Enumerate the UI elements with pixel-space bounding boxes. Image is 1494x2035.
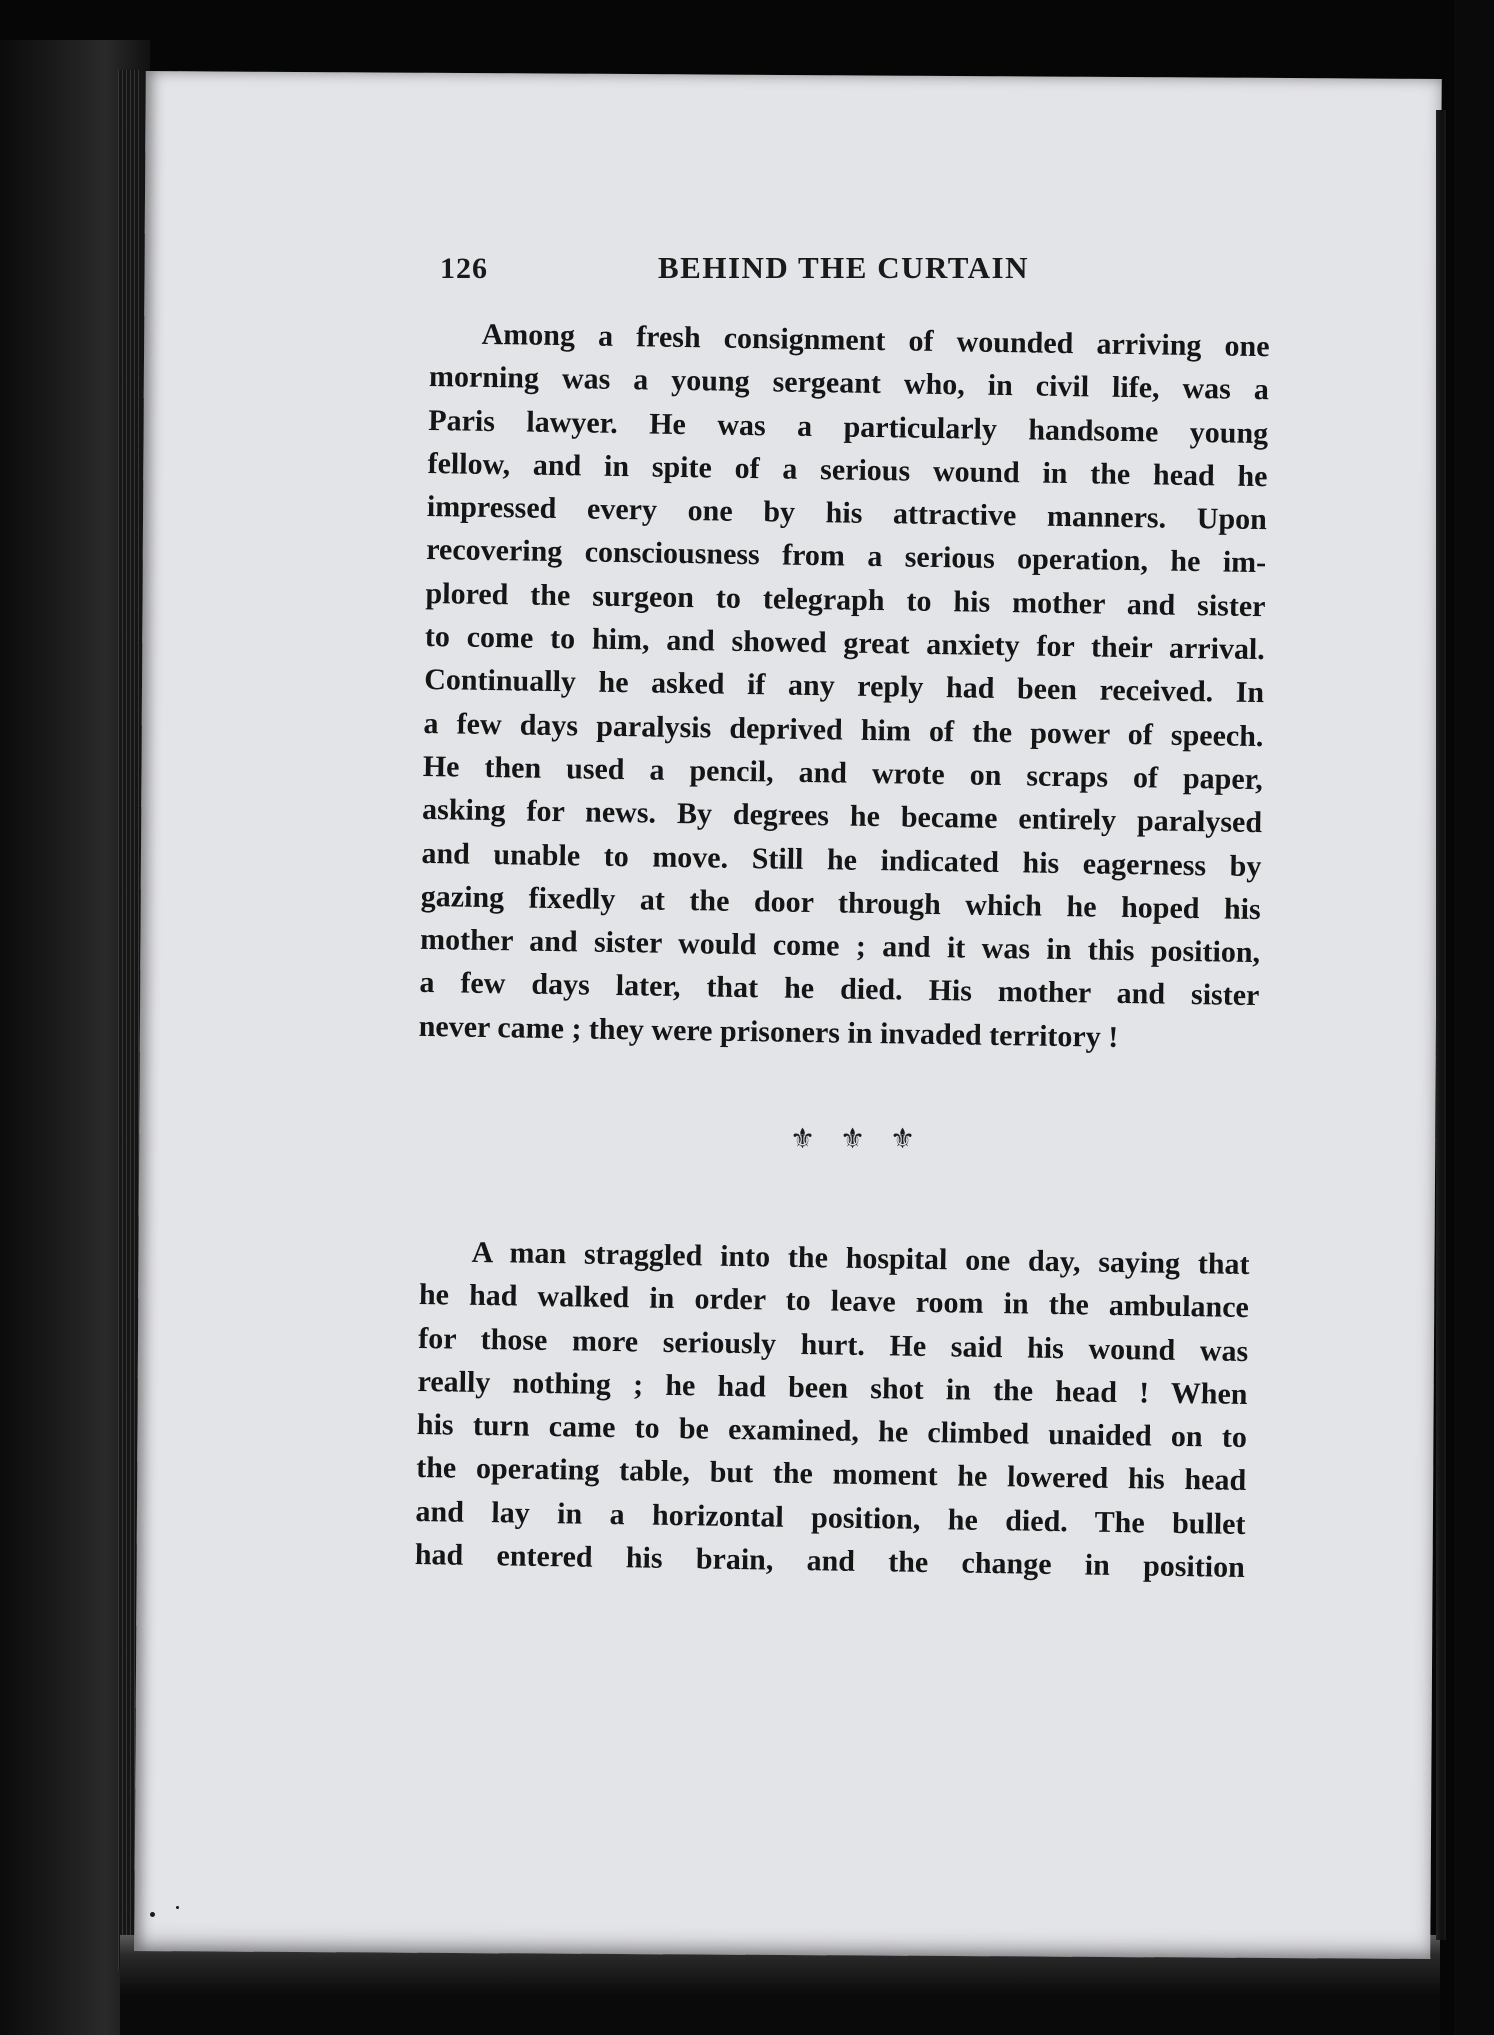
text-line: and unable to move. Still he indicated his eagerness by	[421, 836, 1262, 883]
text-line: asking for news. By degrees he became entirely paralysed	[421, 793, 1263, 840]
text-line: recovering consciousness from a serious operation, he im-	[426, 533, 1267, 580]
text-line: a few days later, that he died. His mother and sister	[419, 966, 1260, 1013]
right-page-edge	[1436, 110, 1446, 1940]
fleur-de-lis-ornament: ⚜ ⚜ ⚜	[790, 1122, 924, 1155]
text-line: his turn came to be examined, he climbed unaided on to	[416, 1408, 1248, 1455]
text-line: the operating table, but the moment he lowered his head	[416, 1451, 1247, 1498]
text-line: A man straggled into the hospital one day, saying that	[471, 1235, 1250, 1282]
paragraph-1	[418, 312, 1269, 1061]
dust-speck	[150, 1912, 155, 1917]
text-line: impressed every one by his attractive manners. Upon	[426, 490, 1268, 537]
page-number: 126	[440, 252, 488, 285]
text-line: gazing fixedly at the door through which he hoped his	[420, 879, 1261, 926]
text-line: mother and sister would come ; and it was in this position,	[419, 923, 1261, 970]
text-line: he had walked in order to leave room in the ambulance	[418, 1278, 1250, 1325]
text-line: to come to him, and showed great anxiety for their arrival.	[424, 620, 1266, 667]
paragraph-2	[415, 1230, 1250, 1589]
page-header	[440, 250, 1080, 300]
dust-speck	[176, 1906, 179, 1909]
text-line: fellow, and in spite of a serious wound in the head he	[427, 446, 1268, 494]
running-head: BEHIND THE CURTAIN	[658, 250, 1029, 285]
text-line: Continually he asked if any reply had been received. In	[423, 663, 1265, 710]
text-line: Paris lawyer. He was a particularly handsome young	[428, 403, 1269, 450]
text-line: morning was a young sergeant who, in civil life, was a	[428, 360, 1270, 407]
text-line: a few days paralysis deprived him of the power of speech.	[423, 706, 1264, 753]
text-line: never came ; they were prisoners in invaded territory !	[418, 1009, 1119, 1054]
text-line: plored the surgeon to telegraph to his mother and sister	[425, 576, 1266, 623]
text-line: and lay in a horizontal position, he died. The bullet	[415, 1494, 1246, 1541]
text-line: had entered his brain, and the change in position	[414, 1538, 1246, 1585]
text-line: really nothing ; he had been shot in the head ! When	[417, 1364, 1248, 1411]
text-line: He then used a pencil, and wrote on scraps of paper,	[422, 749, 1264, 797]
text-line: for those more seriously hurt. He said his wound was	[418, 1321, 1249, 1368]
text-line: Among a fresh consignment of wounded arriving one	[481, 317, 1270, 364]
right-scan-border	[1454, 0, 1494, 2035]
